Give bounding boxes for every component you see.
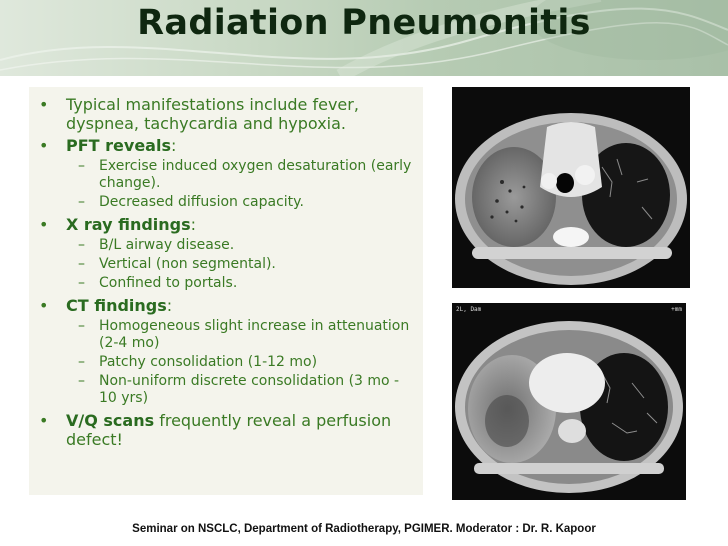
ct-scan-lower-image [452,303,686,500]
bullet-text: frequently reveal a perfusion defect! [66,411,392,449]
bullet-vq [39,411,415,449]
sub-bullet-text: Vertical (non segmental). [99,256,276,272]
ct-overlay-text-right: +mm [671,306,682,313]
sub-bullet-text: Patchy consolidation (1-12 mo) [99,354,318,370]
ct-scan-upper-image [452,87,690,288]
sub-bullet [39,237,415,254]
dash-marker: – [78,354,85,370]
bullet-text: : [166,296,173,315]
bullet-heading: X ray findings [66,215,191,234]
sub-bullet [39,158,415,192]
bullet-xray [39,215,415,234]
dash-marker: – [78,256,85,272]
bullet-marker: • [39,95,49,114]
bullet-heading: PFT reveals [66,136,171,155]
sub-bullet-text: Confined to portals. [99,275,238,291]
dash-marker: – [78,158,85,174]
bullet-heading: V/Q scans [66,411,155,430]
sub-bullet [39,194,415,211]
sub-bullet-text: Exercise induced oxygen desaturation (early change). [99,158,412,191]
bullet-ct [39,296,415,315]
dash-marker: – [78,318,85,334]
sub-bullet [39,373,415,407]
slide-footer: Seminar on NSCLC, Department of Radiotherapy, PGIMER. Moderator : Dr. R. Kapoor [132,523,596,535]
sub-bullet-text: Decreased diffusion capacity. [99,194,304,210]
bullet-text: : [170,136,177,155]
bullet-marker: • [39,411,49,430]
bullet-heading: CT findings [66,296,167,315]
dash-marker: – [78,275,85,291]
sub-bullet-text: B/L airway disease. [99,237,235,253]
ct-overlay-text-left: 2L, Dam [456,306,482,313]
bullet-text: Typical manifestations include fever, dyspnea, tachycardia and hypoxia. [66,95,359,133]
sub-bullet [39,318,415,352]
bullet-marker: • [39,136,49,155]
sub-bullet [39,275,415,292]
bullet-marker: • [39,296,49,315]
dash-marker: – [78,237,85,253]
bullet-panel [29,87,423,495]
sub-bullet-text: Non-uniform discrete consolidation (3 mo - 10 yrs) [99,373,400,406]
ct-scan-chest-upper-icon [452,87,690,288]
bullet-pft [39,136,415,155]
dash-marker: – [78,194,85,210]
sub-bullet-text: Homogeneous slight increase in attenuation (2-4 mo) [99,318,410,351]
sub-bullet [39,256,415,273]
bullet-manifestations [39,95,415,133]
sub-bullet [39,354,415,371]
ct-scan-chest-lower-icon [452,303,686,500]
bullet-marker: • [39,215,49,234]
bullet-text: : [190,215,197,234]
slide-title: Radiation Pneumonitis [137,3,591,43]
dash-marker: – [78,373,85,389]
